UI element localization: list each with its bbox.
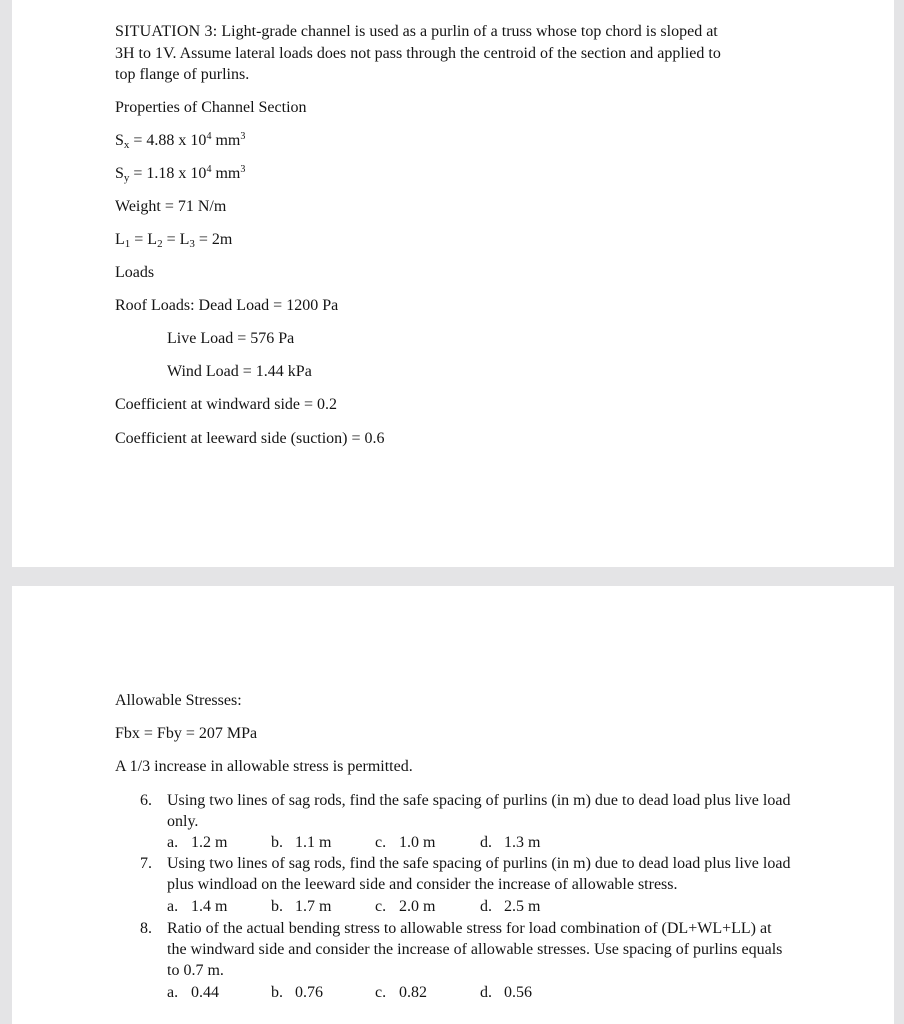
document-page-2 xyxy=(12,586,894,1024)
question-number: 6. xyxy=(140,792,152,809)
question-text: Using two lines of sag rods, find the safe spacing of purlins (in m) due to dead load plus live load plus windload on the leeward side and consider the increase of allowable stress. xyxy=(167,855,791,893)
choice-b[interactable]: b. 1.7 m xyxy=(271,898,332,915)
situation-intro-line-1: SITUATION 3: Light-grade channel is used as a purlin of a truss whose top chord is sloped at xyxy=(115,23,718,40)
property-sx: $S_x = 4.88$ x $10^4$ $mm^3$ xyxy=(115,131,246,151)
choice-b[interactable]: b. 1.1 m xyxy=(271,834,332,851)
coefficient-windward: Coefficient at windward side = 0.2 xyxy=(115,396,338,413)
situation-intro-line-2: 3H to 1V. Assume lateral loads does not pass through the centroid of the section and applied to xyxy=(115,45,721,62)
choice-d[interactable]: d. 1.3 m xyxy=(480,834,541,851)
situation-heading: SITUATION 3: xyxy=(115,23,218,40)
document-page-1 xyxy=(12,0,894,567)
choice-a[interactable]: a. 1.4 m xyxy=(167,898,228,915)
question-text: Ratio of the actual bending stress to allowable stress for load combination of (DL+WL+LL) at the windward side and consider the increase of allowable stresses. Use spacing of purlins equals to 0.7 m. xyxy=(167,920,783,979)
live-load: Live Load = 576 Pa xyxy=(167,330,295,347)
choice-d[interactable]: d. 0.56 xyxy=(480,984,532,1001)
property-weight: Weight = 71 N/m xyxy=(115,198,227,215)
choice-a[interactable]: a. 1.2 m xyxy=(167,834,228,851)
choice-d[interactable]: d. 2.5 m xyxy=(480,898,541,915)
choice-c[interactable]: c. 0.82 xyxy=(375,984,427,1001)
properties-title: Properties of Channel Section xyxy=(115,99,307,116)
choice-c[interactable]: c. 1.0 m xyxy=(375,834,436,851)
answer-choices xyxy=(167,896,667,917)
loads-title: Loads xyxy=(115,264,155,281)
question-number: 7. xyxy=(140,855,152,872)
question-number: 8. xyxy=(140,920,152,937)
situation-intro-line-3: top flange of purlins. xyxy=(115,66,250,83)
question-text: Using two lines of sag rods, find the safe spacing of purlins (in m) due to dead load plus live load only. xyxy=(167,792,791,830)
allowable-increase-note: A 1/3 increase in allowable stress is permitted. xyxy=(115,758,413,775)
coefficient-leeward: Coefficient at leeward side (suction) = 0.6 xyxy=(115,430,385,447)
choice-b[interactable]: b. 0.76 xyxy=(271,984,323,1001)
answer-choices xyxy=(167,982,667,1003)
wind-load: Wind Load = 1.44 kPa xyxy=(167,363,312,380)
answer-choices xyxy=(167,832,667,853)
roof-dead-load: Roof Loads: Dead Load = 1200 Pa xyxy=(115,297,339,314)
property-sy: $S_y = 1.18$ x $10^4$ $mm^3$ xyxy=(115,164,246,184)
choice-a[interactable]: a. 0.44 xyxy=(167,984,219,1001)
property-lengths: $L_1 = L_2 = L_3 = 2m$ xyxy=(115,231,233,250)
choice-c[interactable]: c. 2.0 m xyxy=(375,898,436,915)
allowable-fb: Fbx = Fby = 207 MPa xyxy=(115,725,258,742)
allowable-stresses-title: Allowable Stresses: xyxy=(115,692,242,709)
